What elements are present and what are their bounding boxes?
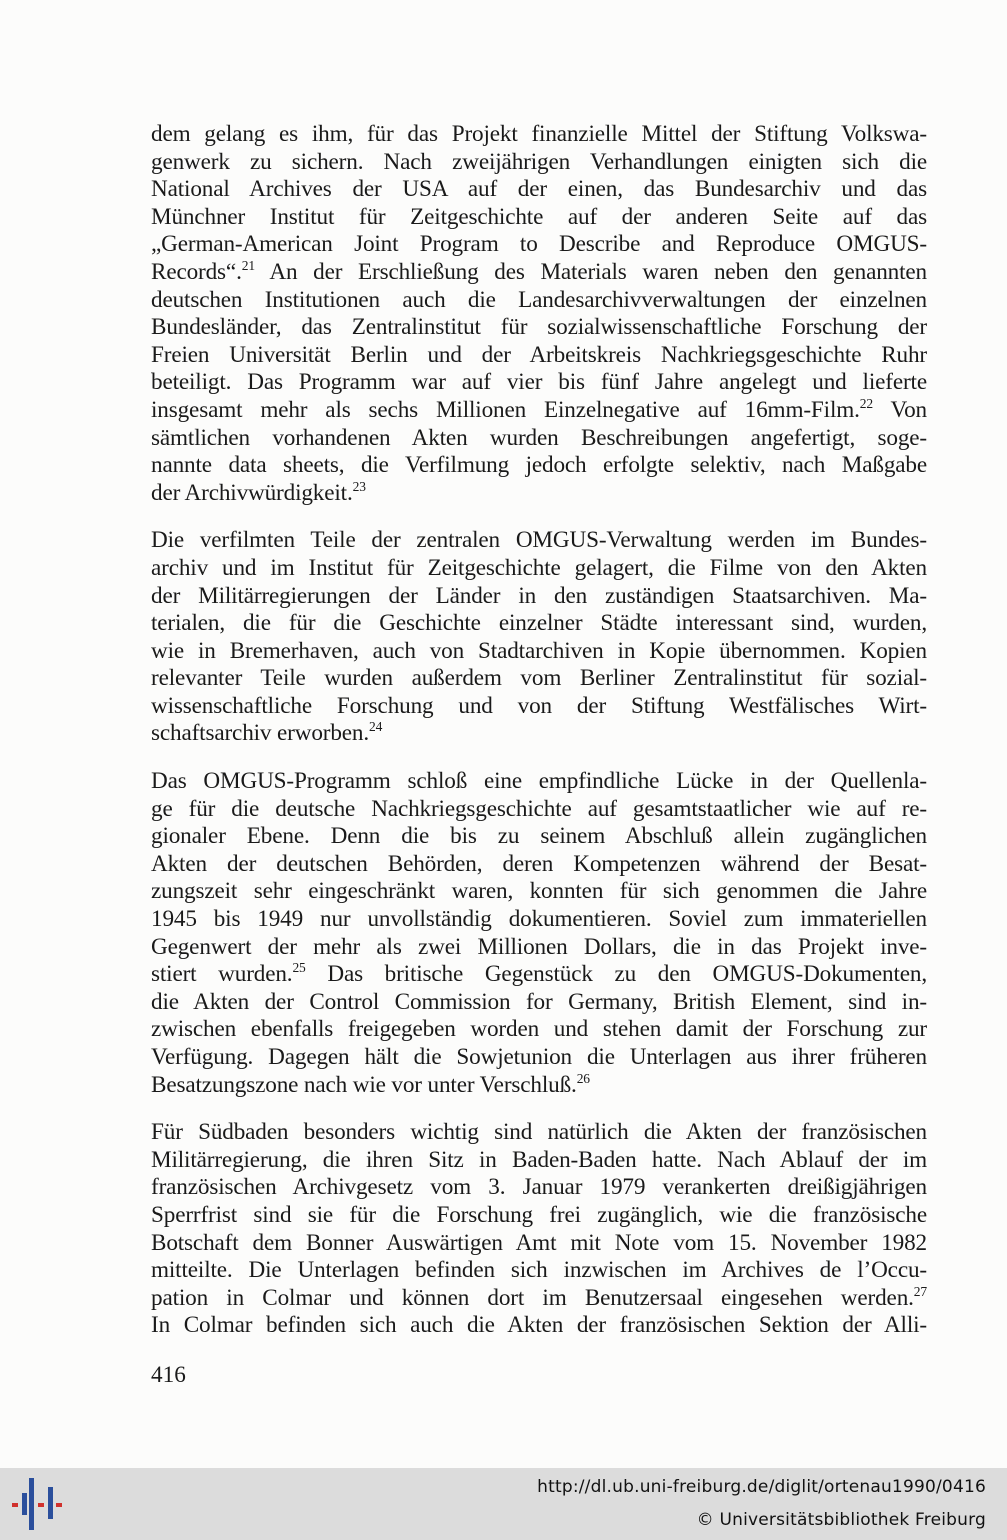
text-line: Freien Universität Berlin und der Arbeitskreis Nachkriegsgeschichte Ruhr bbox=[151, 341, 927, 368]
text-line: Botschaft dem Bonner Auswärtigen Amt mit Note vom 15. November 1982 bbox=[151, 1229, 927, 1256]
text-line: Besatzungszone nach wie vor unter Verschluß.$^{26}$ bbox=[151, 1070, 590, 1098]
text-line: deutschen Institutionen auch die Landesarchivverwaltungen der einzelnen bbox=[151, 286, 927, 313]
text-line: beteiligt. Das Programm war auf vier bis fünf Jahre angelegt und lieferte bbox=[151, 369, 927, 396]
footer-bar bbox=[0, 1468, 1007, 1540]
text-line: In Colmar befinden sich auch die Akten der französischen Sektion der Alli- bbox=[151, 1312, 927, 1339]
footnote-marker: 21 bbox=[241, 257, 255, 273]
text-line: nannte data sheets, die Verfilmung jedoch erfolgte selektiv, nach Maßgabe bbox=[151, 452, 927, 479]
text-line: Münchner Institut für Zeitgeschichte auf der anderen Seite auf das bbox=[151, 203, 927, 230]
text-line: National Archives der USA auf der einen, das Bundesarchiv und das bbox=[151, 176, 927, 203]
text-line: „German-American Joint Program to Describe and Reproduce OMGUS- bbox=[151, 231, 927, 258]
text-line: Die verfilmten Teile der zentralen OMGUS-Verwaltung werden im Bundes- bbox=[151, 527, 927, 554]
text-line: 1945 bis 1949 nur unvollständig dokumentieren. Soviel zum immateriellen bbox=[151, 906, 927, 933]
text-line: französischen Archivgesetz vom 3. Januar 1979 verankerten dreißigjährigen bbox=[151, 1174, 927, 1201]
paragraph bbox=[151, 527, 927, 748]
text-line: wie in Bremerhaven, auch von Stadtarchiven in Kopie übernommen. Kopien bbox=[151, 637, 927, 664]
text-line: insgesamt mehr als sechs Millionen Einzelnegative auf 16mm-Film.$^{22}$ Von bbox=[151, 395, 927, 423]
text-line: schaftsarchiv erworben.$^{24}$ bbox=[151, 719, 383, 747]
text-line: Gegenwert der mehr als zwei Millionen Dollars, die in das Projekt inve- bbox=[151, 933, 927, 960]
text-line: genwerk zu sichern. Nach zweijährigen Verhandlungen einigten sich die bbox=[151, 148, 927, 175]
text-line: zungszeit sehr eingeschränkt waren, konnten für sich genommen die Jahre bbox=[151, 878, 927, 905]
footnote-marker: 27 bbox=[913, 1283, 927, 1299]
text-line: Verfügung. Dagegen hält die Sowjetunion die Unterlagen aus ihrer früheren bbox=[151, 1044, 927, 1070]
footnote-marker: 24 bbox=[369, 719, 383, 735]
text-line: Das OMGUS-Programm schloß eine empfindliche Lücke in der Quellenla- bbox=[151, 768, 927, 795]
paragraph bbox=[151, 768, 927, 1099]
text-line: Records“.$^{21}$ An der Erschließung des Materials waren neben den genannten bbox=[151, 257, 927, 285]
page-number: 416 bbox=[151, 1362, 186, 1388]
text-line: pation in Colmar und können dort im Benutzersaal eingesehen werden.$^{27}$ bbox=[151, 1283, 927, 1311]
text-line: die Akten der Control Commission for Germany, British Element, sind in- bbox=[151, 988, 927, 1015]
footnote-marker: 26 bbox=[576, 1070, 590, 1086]
text-line: terialen, die für die Geschichte einzelner Städte interessant sind, wurden, bbox=[151, 610, 927, 637]
footnote-marker: 22 bbox=[859, 395, 873, 411]
paragraph bbox=[151, 1119, 927, 1340]
text-line: der Militärregierungen der Länder in den zuständigen Staatsarchiven. Ma- bbox=[151, 582, 927, 609]
copyright-notice: © Universitätsbibliothek Freiburg bbox=[696, 1510, 986, 1530]
text-line: dem gelang es ihm, für das Projekt finanzielle Mittel der Stiftung Volkswa- bbox=[151, 121, 927, 147]
text-line: der Archivwürdigkeit.$^{23}$ bbox=[151, 478, 366, 506]
text-line: Bundesländer, das Zentralinstitut für sozialwissenschaftliche Forschung der bbox=[151, 314, 927, 341]
text-line: Militärregierung, die ihren Sitz in Baden-Baden hatte. Nach Ablauf der im bbox=[151, 1146, 927, 1173]
library-logo-icon bbox=[10, 1476, 64, 1532]
text-line: Für Südbaden besonders wichtig sind natürlich die Akten der französischen bbox=[151, 1119, 927, 1146]
text-line: stiert wurden.$^{25}$ Das britische Gegenstück zu den OMGUS-Dokumenten, bbox=[151, 960, 927, 988]
text-line: sämtlichen vorhandenen Akten wurden Beschreibungen angefertigt, soge- bbox=[151, 424, 927, 451]
text-line: Sperrfrist sind sie für die Forschung frei zugänglich, wie die französische bbox=[151, 1201, 927, 1228]
text-line: Akten der deutschen Behörden, deren Kompetenzen während der Besat- bbox=[151, 850, 927, 877]
paragraph bbox=[151, 121, 927, 507]
body-text bbox=[151, 121, 927, 1360]
permalink-url[interactable]: http://dl.ub.uni-freiburg.de/diglit/ortenau1990/0416 bbox=[537, 1477, 986, 1497]
text-line: relevanter Teile wurden außerdem vom Berliner Zentralinstitut für sozial- bbox=[151, 665, 927, 692]
text-line: gionaler Ebene. Denn die bis zu seinem Abschluß allein zugänglichen bbox=[151, 823, 927, 850]
text-line: zwischen ebenfalls freigegeben worden und stehen damit der Forschung zur bbox=[151, 1016, 927, 1043]
text-line: wissenschaftliche Forschung und von der Stiftung Westfälisches Wirt- bbox=[151, 692, 927, 719]
text-line: ge für die deutsche Nachkriegsgeschichte auf gesamtstaatlicher wie auf re- bbox=[151, 795, 927, 822]
text-line: archiv und im Institut für Zeitgeschichte gelagert, die Filme von den Akten bbox=[151, 554, 927, 581]
footnote-marker: 23 bbox=[352, 478, 366, 494]
footnote-marker: 25 bbox=[292, 960, 306, 976]
text-line: mitteilte. Die Unterlagen befinden sich inzwischen im Archives de l’Occu- bbox=[151, 1257, 927, 1284]
